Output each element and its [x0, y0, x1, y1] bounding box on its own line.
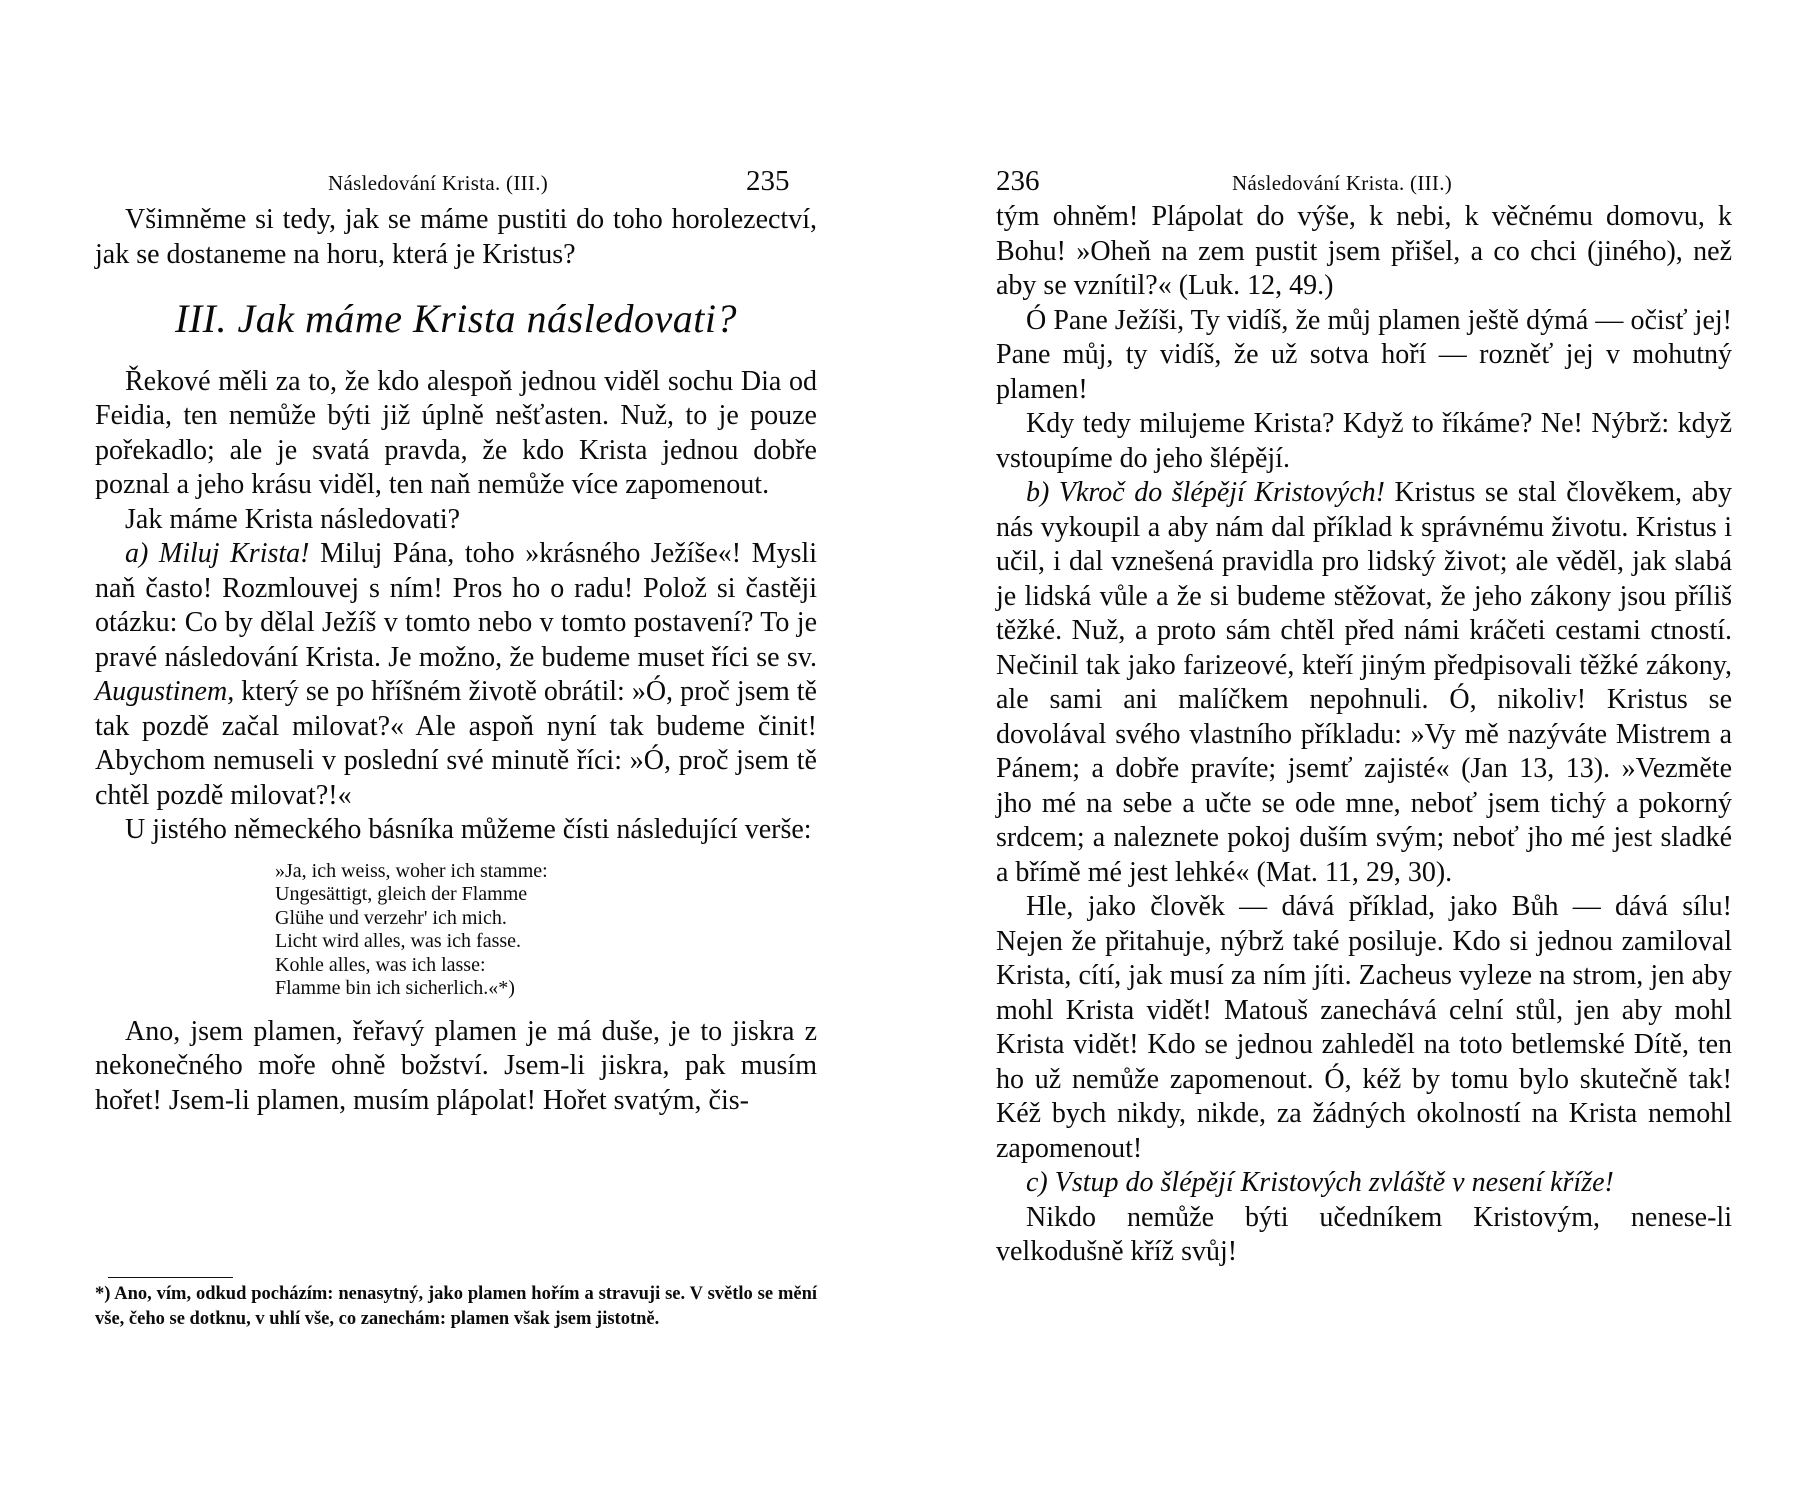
paragraph-question: Jak máme Krista následovati?: [125, 503, 461, 535]
poem-line: Licht wird alles, was ich fasse.: [275, 930, 522, 952]
page-number: 235: [746, 165, 790, 197]
running-title: Následování Krista. (III.): [1232, 171, 1453, 195]
paragraph-text: Kristus se stal člověkem, aby nás vykoupil a aby nám dal příklad k správnému životu. Kristus i učil, i dal vznešená pravidla pro lidský život; ale věděl, jak slabá je lidská vůle a že si budeme stěžovat, že jeho zákony jsou příliš těžké. Nuž, a proto sám chtěl před námi kráčeti cestami ctností. Nečinil tak jako farizeové, kteří jiným předpisovali těžké zákony, ale sami ani malíčkem nepohnuli. Ó, nikoliv! Kristus se dovolával svého vlastního příkladu: »Vy mě nazýváte Mistrem a Pánem; a dobře pravíte; jsemť zajisté« (Jan 13, 13). »Vezměte jho mé na sebe a učte se ode mne, neboť jsem tichý a pokorný srdcem; a naleznete pokoj duším svým; neboť jho mé jest sladké a břímě mé jest lehké« (Mat. 11, 29, 30).: [996, 477, 1732, 888]
paragraph-lead: c) Vstup do šlépějí Kristových zvláště v nesení kříže!: [1026, 1167, 1614, 1198]
footnote-rule: [108, 1277, 233, 1278]
paragraph-flame: Ano, jsem plamen, řeřavý plamen je má duše, je to jiskra z nekonečného moře ohně božství. Jsem-li jiskra, pak musím hořet! Jsem-li plamen, musím plápolat! Hořet svatým, čis-: [95, 1015, 817, 1116]
poem-verse: [275, 860, 817, 1001]
page-header: [0, 165, 902, 195]
text-column: [95, 203, 817, 1118]
right-page: [902, 0, 1804, 1500]
paragraph-lead: b) Vkroč do šlépějí Kristových!: [1026, 477, 1385, 508]
poem-line: Ungesättigt, gleich der Flamme: [275, 883, 528, 905]
paragraph-text: Miluj Pána, toho »krásného Ježíše«! Mysli naň často! Rozmlouvej s ním! Pros ho o radu! Polož si častěji otázku: Co by dělal Ježíš v tomto nebo v tomto postavení? To je pravé následování Krista. Je možno, že budeme muset říci se sv.: [95, 538, 817, 673]
paragraph-greeks: Řekové měli za to, že kdo alespoň jednou viděl sochu Dia od Feidia, ten nemůže býti již úplně nešťasten. Nuž, to je pouze pořekadlo; ale je svatá pravda, že kdo Krista jednou dobře poznal a jeho krásu viděl, ten naň nemůže více zapomenout.: [95, 365, 817, 500]
page-header: [902, 165, 1804, 195]
paragraph-continuation: tým ohněm! Plápolat do výše, k nebi, k věčnému domovu, k Bohu! »Oheň na zem pustit jsem přišel, a co chci (jiného), než aby se vznítil?« (Luk. 12, 49.): [996, 201, 1732, 301]
running-title: Následování Krista. (III.): [328, 171, 549, 195]
poem-line: »Ja, ich weiss, woher ich stamme:: [275, 859, 548, 882]
paragraph-love-christ: [95, 537, 817, 813]
paragraph-man-god: Hle, jako člověk — dává příklad, jako Bůh — dává sílu! Nejen že přitahuje, nýbrž také posiluje. Kdo si jednou zamiloval Krista, cítí, jak musí za ním jíti. Zacheus vyleze na strom, jen aby mohl Krista vidět! Matouš zanechává celní stůl, jen aby mohl Krista vidět! Kdo se jednou zahleděl na toto betlemské Dítě, ten ho už nemůže zapomenout. Ó, kéž by tomu bylo skutečně tak! Kéž bych nikdy, nikde, za žádných okolností na Krista nemohl zapomenout!: [996, 891, 1732, 1164]
paragraph-when: Kdy tedy milujeme Krista? Když to říkáme? Ne! Nýbrž: když vstoupíme do jeho šlépějí.: [996, 408, 1732, 474]
page-number: 236: [996, 165, 1040, 197]
text-column: [996, 200, 1732, 1270]
poem-line: Glühe und verzehr' ich mich.: [275, 906, 507, 929]
paragraph-intro: Všimněme si tedy, jak se máme pustiti do toho horolezectví, jak se dostaneme na horu, která je Kristus?: [95, 204, 817, 270]
section-heading: III. Jak máme Krista následovati?: [175, 296, 737, 341]
paragraph-final: Nikdo nemůže býti učedníkem Kristovým, nenese-li velkodušně kříž svůj!: [996, 1201, 1732, 1267]
paragraph-lead: a) Miluj Krista!: [125, 538, 310, 569]
paragraph-text: který se po hříšném životě obrátil: »Ó, proč jsem tě tak pozdě začal milovat?« Ale aspoň nyní tak budeme činit! Abychom nemuseli v poslední své minutě říci: »Ó, proč jsem tě chtěl pozdě milovat?!«: [95, 676, 817, 811]
paragraph-cross-lead: [996, 1166, 1732, 1201]
poem-line: Kohle alles, was ich lasse:: [275, 953, 486, 976]
name-augustine: Augustinem,: [95, 676, 235, 707]
paragraph-footsteps: [996, 476, 1732, 890]
paragraph-poet: U jistého německého básníka můžeme čísti následující verše:: [125, 814, 812, 845]
paragraph-prayer: Ó Pane Ježíši, Ty vidíš, že můj plamen ještě dýmá — očisť jej! Pane můj, ty vidíš, že už sotva hoří — rozněť jej v mohutný plamen!: [996, 304, 1732, 405]
poem-line: Flamme bin ich sicherlich.«*): [275, 977, 515, 999]
footnote: *) Ano, vím, odkud pocházím: nenasytný, jako plamen hořím a stravuji se. V světlo se mění vše, čeho se dotknu, v uhlí vše, co zanechám: plamen však jsem jistotně.: [95, 1284, 817, 1329]
